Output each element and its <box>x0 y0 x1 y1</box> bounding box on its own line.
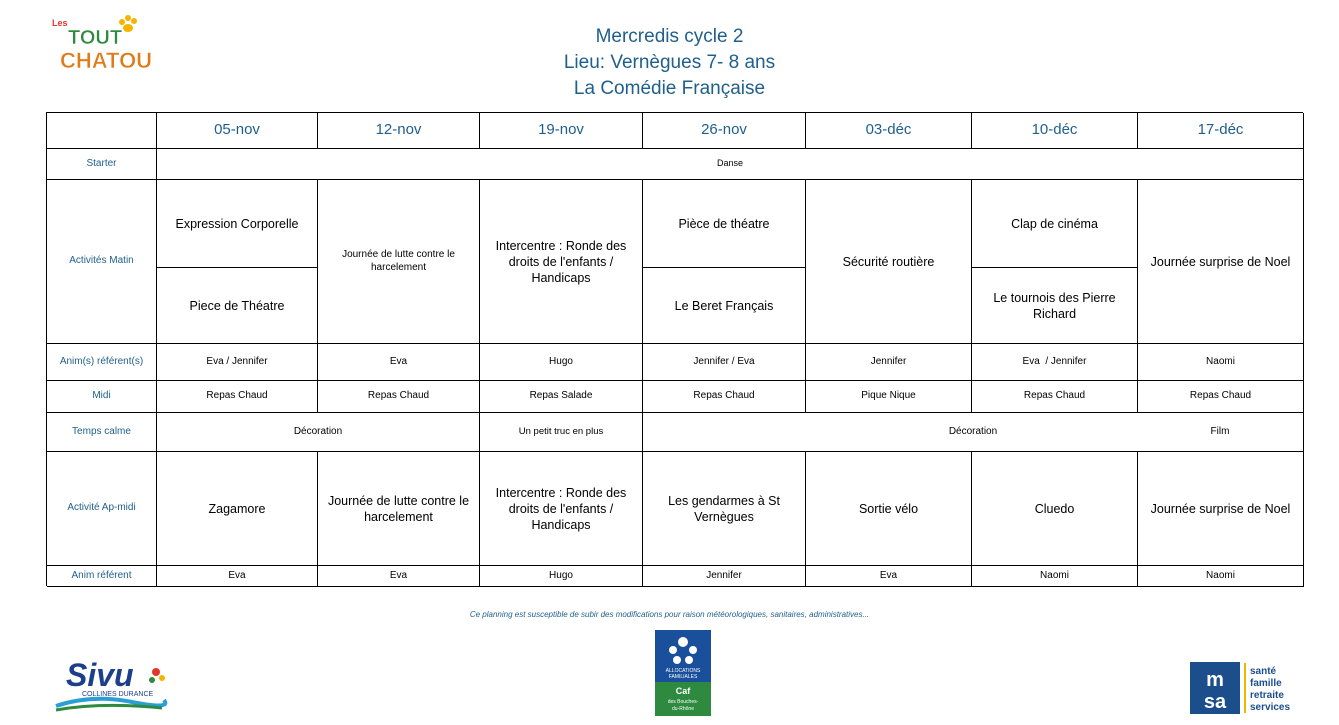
meal-cell: Repas Salade <box>480 381 643 413</box>
anim-cell: Hugo <box>480 344 643 381</box>
footer-disclaimer: Ce planning est susceptible de subir des modifications pour raison météorologiques, sanitaires, administratives... <box>469 610 870 619</box>
svg-text:FAMILIALES: FAMILIALES <box>668 674 698 680</box>
row-label-activites-matin: Activités Matin <box>47 180 157 344</box>
msa-logo <box>1190 662 1300 714</box>
activity-cell: Journée surprise de Noel <box>1138 180 1304 344</box>
quiet-time-cell: Décoration <box>157 413 480 452</box>
date-header: 17-déc <box>1138 113 1304 149</box>
meal-cell: Pique Nique <box>806 381 972 413</box>
date-header: 12-nov <box>318 113 480 149</box>
anim-cell: Eva / Jennifer <box>972 344 1138 381</box>
starter-cell: Danse <box>157 149 1304 180</box>
sivu-logo <box>52 650 170 712</box>
caf-logo <box>655 630 711 716</box>
svg-text:services: services <box>1250 702 1291 713</box>
date-header: 26-nov <box>643 113 806 149</box>
activity-cell: Clap de cinéma <box>972 180 1138 268</box>
activity-cell: Journée de lutte contre le harcelement <box>318 180 480 344</box>
activity-cell: Sécurité routière <box>806 180 972 344</box>
svg-text:sa: sa <box>1203 691 1227 713</box>
meal-cell: Repas Chaud <box>318 381 480 413</box>
afternoon-activity-cell: Sortie vélo <box>806 452 972 566</box>
title-line-1: Mercredis cycle 2 <box>595 26 744 47</box>
svg-text:retraite: retraite <box>1250 690 1284 701</box>
row-label-anim-referents: Anim(s) référent(s) <box>47 344 157 381</box>
svg-text:CHATOU: CHATOU <box>60 48 153 73</box>
activity-cell: Le tournois des Pierre Richard <box>972 268 1138 344</box>
anim-cell: Eva <box>157 566 318 587</box>
quiet-time-film: Film <box>1210 425 1230 437</box>
quiet-time-decoration: Décoration <box>948 425 998 437</box>
meal-cell: Repas Chaud <box>643 381 806 413</box>
anim-cell: Eva <box>318 566 480 587</box>
title-line-3: La Comédie Française <box>573 78 766 99</box>
corner-cell <box>47 113 157 149</box>
svg-text:famille: famille <box>1250 678 1282 689</box>
svg-text:Sivu: Sivu <box>66 657 134 693</box>
row-label-midi: Midi <box>47 381 157 413</box>
anim-cell: Eva <box>806 566 972 587</box>
row-label-anim-referent: Anim référent <box>47 566 157 587</box>
row-label-starter: Starter <box>47 149 157 180</box>
anim-cell: Naomi <box>1138 344 1304 381</box>
activity-cell: Pièce de théatre <box>643 180 806 268</box>
anim-cell: Eva / Jennifer <box>157 344 318 381</box>
svg-text:des Bouches-: des Bouches- <box>667 699 699 705</box>
afternoon-activity-cell: Les gendarmes à St Vernègues <box>643 452 806 566</box>
anim-cell: Jennifer / Eva <box>643 344 806 381</box>
title-line-2: Lieu: Vernègues 7- 8 ans <box>563 52 776 73</box>
svg-text:santé: santé <box>1250 666 1277 677</box>
anim-cell: Naomi <box>1138 566 1304 587</box>
activity-cell: Expression Corporelle <box>157 180 318 268</box>
afternoon-activity-cell: Journée de lutte contre le harcelement <box>318 452 480 566</box>
anim-cell: Hugo <box>480 566 643 587</box>
svg-text:COLLINES DURANCE: COLLINES DURANCE <box>82 691 154 698</box>
svg-text:Caf: Caf <box>675 686 691 696</box>
afternoon-activity-cell: Intercentre : Ronde des droits de l'enfants / Handicaps <box>480 452 643 566</box>
afternoon-activity-cell: Journée surprise de Noel <box>1138 452 1304 566</box>
anim-cell: Jennifer <box>806 344 972 381</box>
activity-cell: Le Beret Français <box>643 268 806 344</box>
meal-cell: Repas Chaud <box>972 381 1138 413</box>
row-label-activite-apmidi: Activité Ap-midi <box>47 452 157 566</box>
activity-cell: Intercentre : Ronde des droits de l'enfants / Handicaps <box>480 180 643 344</box>
date-header: 19-nov <box>480 113 643 149</box>
svg-text:du-Rhône: du-Rhône <box>672 706 694 712</box>
afternoon-activity-cell: Cluedo <box>972 452 1138 566</box>
svg-text:TOUT: TOUT <box>68 27 123 49</box>
quiet-time-cell: Un petit truc en plus <box>480 413 643 452</box>
meal-cell: Repas Chaud <box>157 381 318 413</box>
anim-cell: Naomi <box>972 566 1138 587</box>
date-header: 03-déc <box>806 113 972 149</box>
afternoon-activity-cell: Zagamore <box>157 452 318 566</box>
date-header: 05-nov <box>157 113 318 149</box>
svg-text:m: m <box>1206 669 1224 691</box>
anim-cell: Eva <box>318 344 480 381</box>
row-label-temps-calme: Temps calme <box>47 413 157 452</box>
anim-cell: Jennifer <box>643 566 806 587</box>
meal-cell: Repas Chaud <box>1138 381 1304 413</box>
quiet-time-merged-cell <box>643 413 1304 452</box>
svg-text:ALLOCATIONS: ALLOCATIONS <box>665 668 701 674</box>
activity-cell: Piece de Théatre <box>157 268 318 344</box>
date-header: 10-déc <box>972 113 1138 149</box>
svg-text:Les: Les <box>52 18 68 28</box>
schedule-table <box>46 112 1303 586</box>
